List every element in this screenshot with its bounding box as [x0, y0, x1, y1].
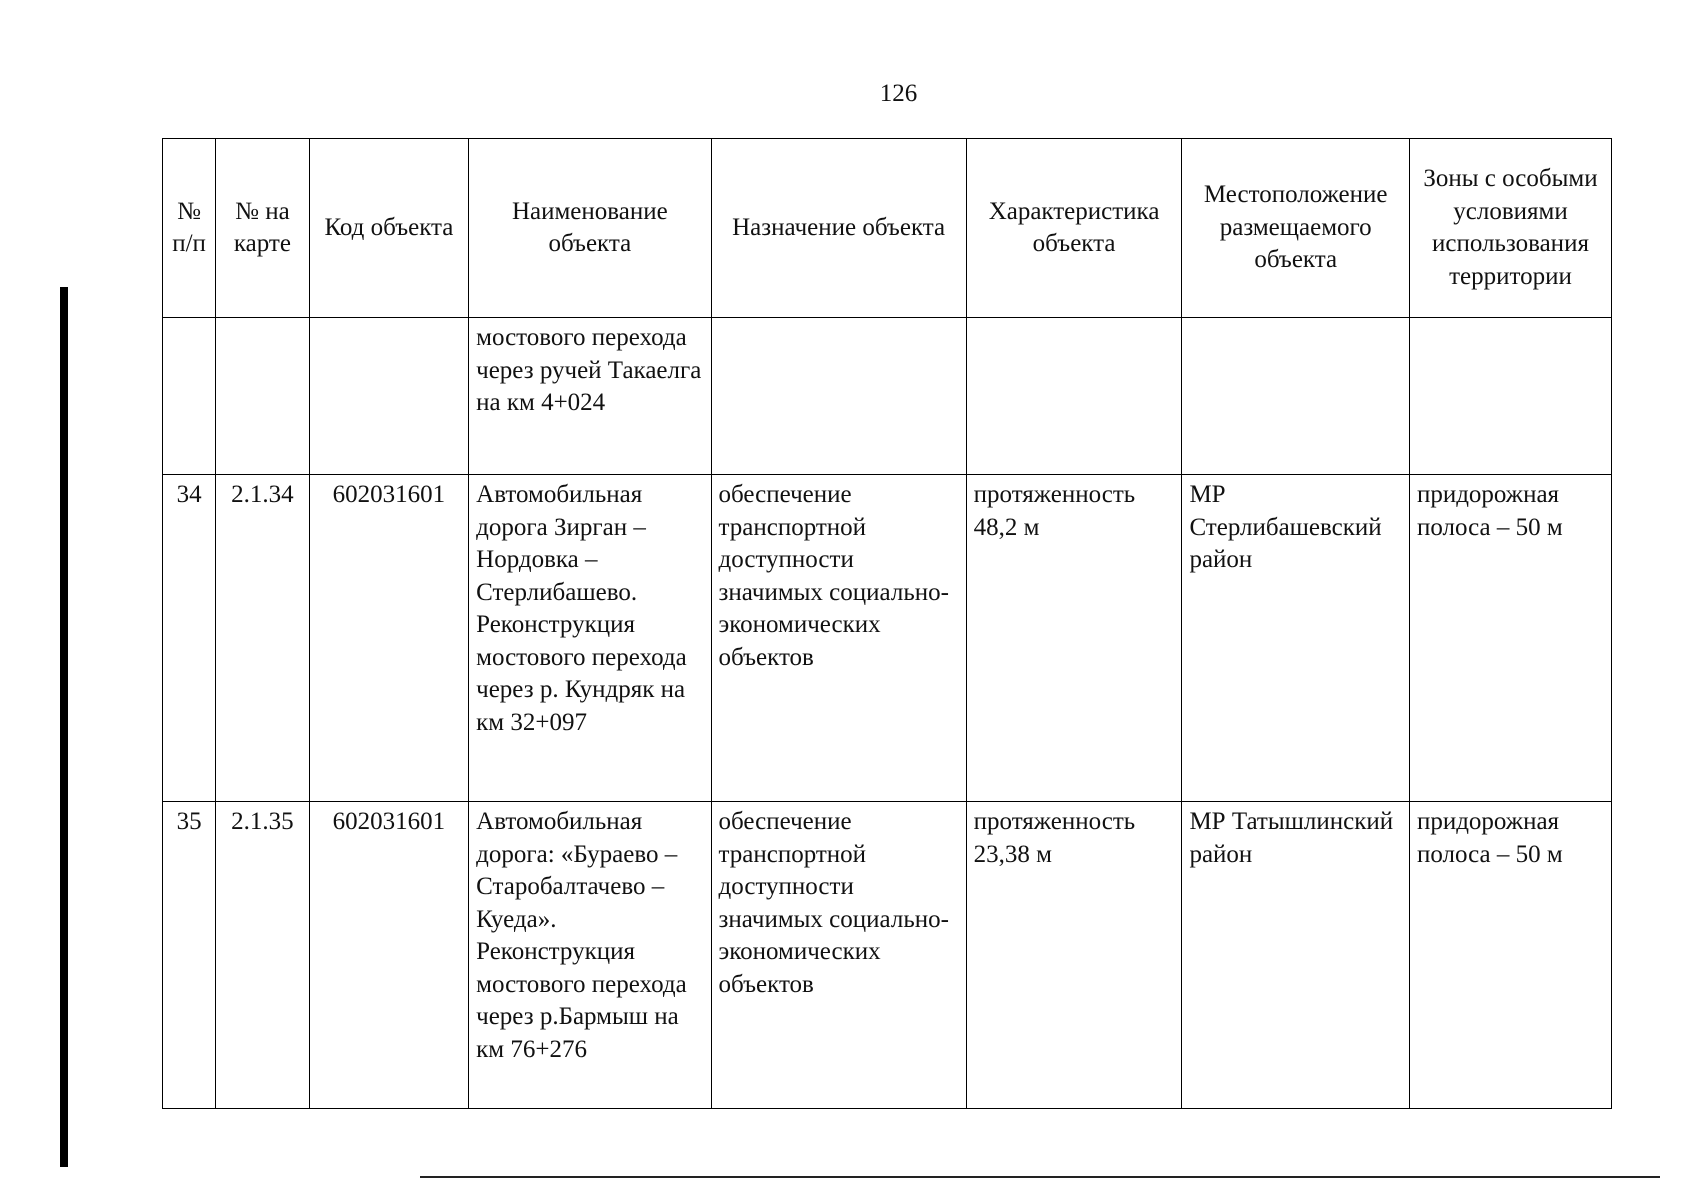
table-cell-name: Автомобильная дорога Зирган – Нордовка – Стерлибашево. Реконструкция мостового перехода через р. Кундряк на км 32+097 [469, 475, 711, 802]
header-cell-no: № п/п [163, 139, 216, 318]
table-cell-no: 34 [163, 475, 216, 802]
table-cell [1409, 318, 1611, 475]
table-cell-code: 602031601 [309, 475, 468, 802]
bottom-rule [420, 1176, 1660, 1178]
scan-edge-bar [60, 287, 68, 1167]
header-cell-map-no: № на карте [216, 139, 310, 318]
table-row [163, 802, 1612, 1109]
table-cell [711, 318, 966, 475]
page-number: 126 [879, 80, 918, 107]
table-cell-zones: придорожная полоса – 50 м [1409, 802, 1611, 1109]
table-cell-map-no: 2.1.35 [216, 802, 310, 1109]
table-cell [966, 318, 1182, 475]
table-cell-zones: придорожная полоса – 50 м [1409, 475, 1611, 802]
table-cell [163, 318, 216, 475]
table-row-continuation [163, 318, 1612, 475]
header-cell-characteristic: Характеристика объекта [966, 139, 1182, 318]
table-cell-characteristic: протяженность 23,38 м [966, 802, 1182, 1109]
table-cell-no: 35 [163, 802, 216, 1109]
header-row [163, 139, 1612, 318]
table-cell-location: МР Стерлибашевский район [1182, 475, 1410, 802]
table-cell-purpose: обеспечение транспортной доступности значимых социально-экономических объектов [711, 475, 966, 802]
objects-table [162, 138, 1612, 1109]
table-cell [216, 318, 310, 475]
table-cell-code: 602031601 [309, 802, 468, 1109]
header-cell-name: Наименование объекта [469, 139, 711, 318]
header-cell-zones: Зоны с особыми условиями использования территории [1409, 139, 1611, 318]
table-cell [309, 318, 468, 475]
table-cell [1182, 318, 1410, 475]
table-cell-name: мостового перехода через ручей Такаелга на км 4+024 [469, 318, 711, 475]
table-cell-characteristic: протяженность 48,2 м [966, 475, 1182, 802]
table-cell-name: Автомобильная дорога: «Бураево – Старобалтачево – Куеда». Реконструкция мостового перехода через р.Бармыш на км 76+276 [469, 802, 711, 1109]
header-cell-purpose: Назначение объекта [711, 139, 966, 318]
table-cell-location: МР Татышлинский район [1182, 802, 1410, 1109]
header-cell-location: Местоположение размещаемого объекта [1182, 139, 1410, 318]
header-cell-code: Код объекта [309, 139, 468, 318]
table-cell-purpose: обеспечение транспортной доступности значимых социально-экономических объектов [711, 802, 966, 1109]
table-row [163, 475, 1612, 802]
table-cell-map-no: 2.1.34 [216, 475, 310, 802]
